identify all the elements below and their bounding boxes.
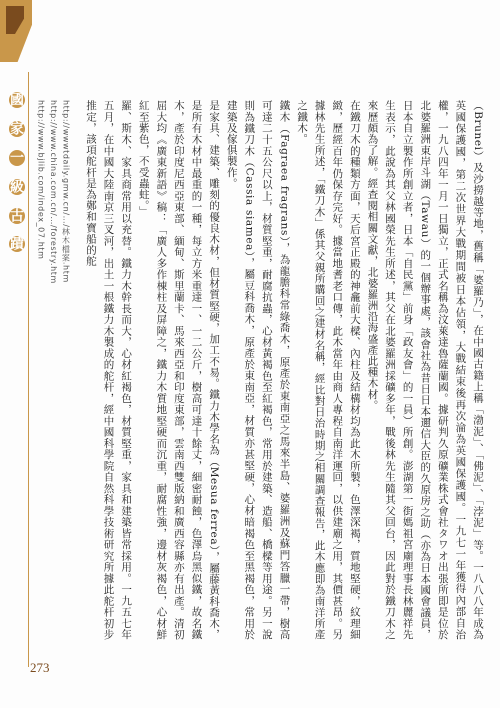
notes-separator: [71, 100, 81, 640]
body-paragraph: 是家具、建築、雕刻的優良木材，但材質堅硬，加工不易。鐵力木學名為（Mesua ferrea），屬藤黃科喬木，是所有木材中最重的一種，每立方米重達一、一二公斤，樹高可達十餘丈，細密耐蝕，色澤烏黑似鐵，故名鐵木，產於印度尼西亞東部、緬甸、斯里蘭卡、馬來西亞和印度東部，雲南西雙版納和廣西容縣亦有出產。清初屈大均《廣東新語》稿：「廣人多作棟柱及屏障之，鐵力木質地堅硬而沉重，耐腐性強，邊材灰褐色，心材鮮紅至紫色，不受蟲蛀。」: [137, 100, 221, 640]
footnote-link[interactable]: http://www.bjlib.com/index_07.htm: [36, 100, 46, 260]
corner-ornament-icon: [0, 0, 32, 62]
sidebar-title-char: 級: [8, 178, 24, 197]
footnote-link[interactable]: http://wwwtdaily.gmw.cn/…/林木檔案.htm: [61, 100, 71, 283]
sidebar-chapter-title: [6, 90, 25, 254]
body-paragraph: （Brunei）及沙撈越等地，舊稱「婆羅乃」，在中國古籍上稱「渤泥」、「佛泥」、「浡泥」等。一八八八年成為英國保護國，第二次世界大戰期間被日本佔領，大戰結束後再次淪為英國保護國。一九七一年獲得內部自治權，一九八四年一月一日獨立，正式名稱為汶萊達魯薩蘭國。據研判久原礦業株式會社タワオ出張所即是位於北婆羅洲東岸斗湖（Tawau）的一個辦事處，該會社為昔日日本邇信大臣的久原房之助（亦為日本國會議員，日本自立製作所創立者，日本「自民黨」前身「政友會」的一員）所創。澎湖第一街媽祖宮廟理事長林麗祥先生表示，此說為其父林國榮先生所述，其父在北婆羅洲採礦多年，戰後林先生隨其父回台，因此對於鐵刀木之來歷頗為了解。經查閱相關文獻，北婆羅洲沿海盛產此種木材。: [366, 100, 484, 640]
page-number: 273: [30, 660, 50, 675]
body-paragraph: 鐵木（Fagraea fragrans），為龍膽科常綠喬木，原產於東南亞之馬來半島、婆羅洲及蘇門答臘一帶，樹高可達二十五公尺以上，材質堅重，耐腐抗蟲，心材黃褐色至紅褐色，常用於建築、造船、橋樑等用途。另一說則為鐵刀木（Cassia siamea），屬豆科喬木，原產於東南亞，材質亦甚堅硬，心材暗褐色至黑褐色，常用於建築及傢俱製作。: [225, 100, 291, 640]
sidebar-title-char: 一: [8, 149, 24, 168]
sidebar-title-char: 蹟: [8, 236, 24, 255]
footnote-link[interactable]: http://www.china.com.cn/…/forestry.htm: [48, 100, 58, 284]
body-paragraph: 在鐵刀木的種類方面，天后宮正殿的神龕前大樑、內柱及結構材均為此木所製，色澤深褐，質地堅硬，紋理細緻，歷經百年仍保存完好。據當地耆老口傳，此木當年由商人專程自南洋運回，以供建廟之用，其價甚昂。另據林先生所述，「鐵刀木」係其父親所購回之建材名稱，經比對日治時期之相關調查報告，此木應即為南洋所產之鐵木。: [296, 100, 361, 640]
body-paragraph: 羅、斯木、家具商常用以充替。鐵力木幹長而大，心材紅褐色，材質堅重，家具和建築皆常採用。一九五七年五月，在中國大陸南京三叉河，出土一根鐵力木製成的舵杆，經中國科學院自然科學技術研究所據此舵杆初步推定，該項舵杆是為鄭和寶船的舵: [84, 100, 133, 640]
sidebar-title-char: 家: [8, 120, 24, 139]
sidebar-rule: [28, 72, 29, 667]
body-text: [36, 100, 486, 640]
sidebar-title-char: 國: [8, 92, 24, 110]
sidebar-title-char: 古: [8, 207, 24, 226]
